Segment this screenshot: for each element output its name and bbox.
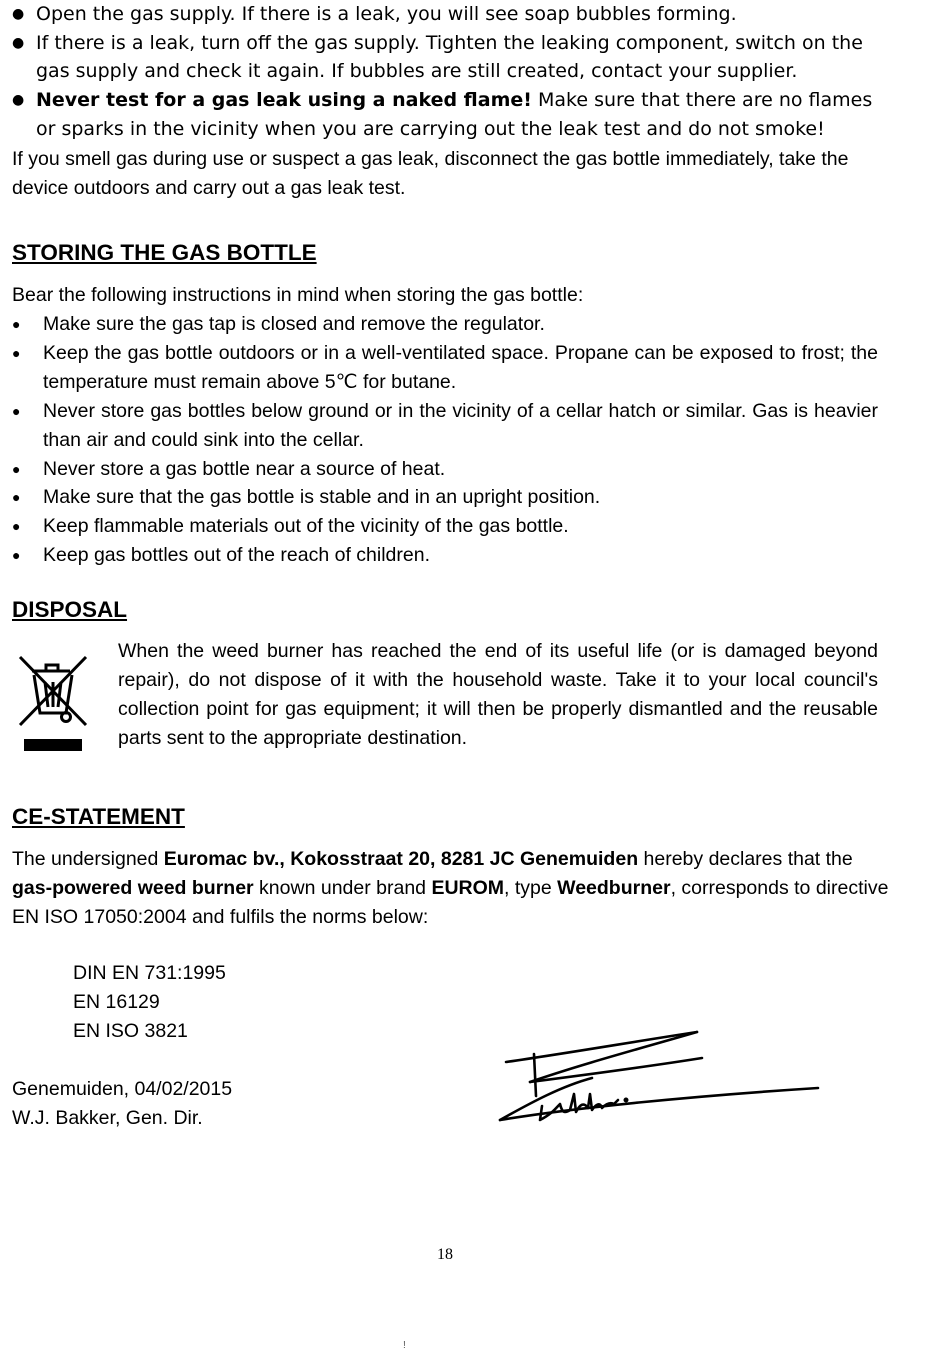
list-item: ● Never store a gas bottle near a source of heat. [12,455,878,484]
bullet-icon: ● [12,460,21,477]
norm-item: EN 16129 [73,991,160,1013]
list-item: ● Keep gas bottles out of the reach of children. [12,541,878,570]
type-name: Weedburner [557,877,671,899]
bullet-icon: ● [12,344,21,361]
storage-intro: Bear the following instructions in mind when storing the gas bottle: [12,284,584,306]
footer-mark: ! [403,1340,406,1351]
crossed-out-wheelie-bin-icon [14,649,92,755]
bullet-icon: ● [12,402,21,419]
bullet-icon: ● [12,34,25,51]
norm-item: DIN EN 731:1995 [73,962,226,984]
brand-name: EUROM [431,877,505,899]
signature-block [12,1075,232,1133]
ce-declaration: The undersigned Euromac bv., Kokosstraat 20, 8281 JC Genemuiden hereby declares that the gas-powered weed burner known under brand EUROM, type Weedburner, corresponds to directive EN ISO 17050:2004 and fulfils the norms below: [12,848,889,928]
disposal-heading: DISPOSAL [12,597,128,622]
list-item: ● Never test for a gas leak using a naked flame! Make sure that there are no flames or sparks in the vicinity when you are carrying out the leak test and do not smoke! [12,86,892,143]
bullet-icon: ● [12,547,21,564]
bullet-icon: ● [12,316,21,332]
norms-list [73,959,226,1046]
disposal-paragraph: When the weed burner has reached the end of its useful life (or is damaged beyond repair), do not dispose of it with the household waste. Take it to your local council's collection point for gas equipment; it will then be properly dismantled and the reusable parts sent to the appropriate destination. [118,640,878,749]
storage-heading: STORING THE GAS BOTTLE [12,240,317,265]
list-item: ● Make sure the gas tap is closed and remove the regulator. [12,310,878,339]
list-item: ● If there is a leak, turn off the gas supply. Tighten the leaking component, switch on the gas supply and check it again. If bubbles are still created, contact your supplier. [12,29,892,86]
list-item: ● Make sure that the gas bottle is stable and in an upright position. [12,483,878,512]
norm-item: EN ISO 3821 [73,1020,188,1042]
list-item: ● Keep flammable materials out of the vicinity of the gas bottle. [12,512,878,541]
page-number: 18 [437,1246,453,1263]
company-name: Euromac bv., Kokosstraat 20, 8281 JC Genemuiden [163,848,639,870]
product-name: gas-powered weed burner [12,877,254,899]
bullet-icon: ● [12,92,25,109]
bullet-icon: ● [12,489,21,506]
list-item: ● Keep the gas bottle outdoors or in a well-ventilated space. Propane can be exposed to frost; the temperature must remain above 5℃ for butane. [12,339,878,397]
bullet-icon: ● [12,518,21,535]
leak-test-list [12,0,892,144]
warning-bold: Never test for a gas leak using a naked flame! [36,89,532,112]
gas-smell-paragraph: If you smell gas during use or suspect a gas leak, disconnect the gas bottle immediately, take the device outdoors and carry out a gas leak test. [12,148,849,199]
signatory: W.J. Bakker, Gen. Dir. [12,1107,203,1129]
bullet-icon: ● [12,6,25,22]
list-item: ● Never store gas bottles below ground or in the vicinity of a cellar hatch or similar. Gas is heavier than air and could sink into the cellar. [12,397,878,455]
place-date: Genemuiden, 04/02/2015 [12,1078,233,1100]
storage-list [12,310,878,570]
list-item: ● Open the gas supply. If there is a leak, you will see soap bubbles forming. [12,0,892,29]
ce-heading: CE-STATEMENT [12,804,185,829]
handwritten-signature [492,1024,832,1134]
